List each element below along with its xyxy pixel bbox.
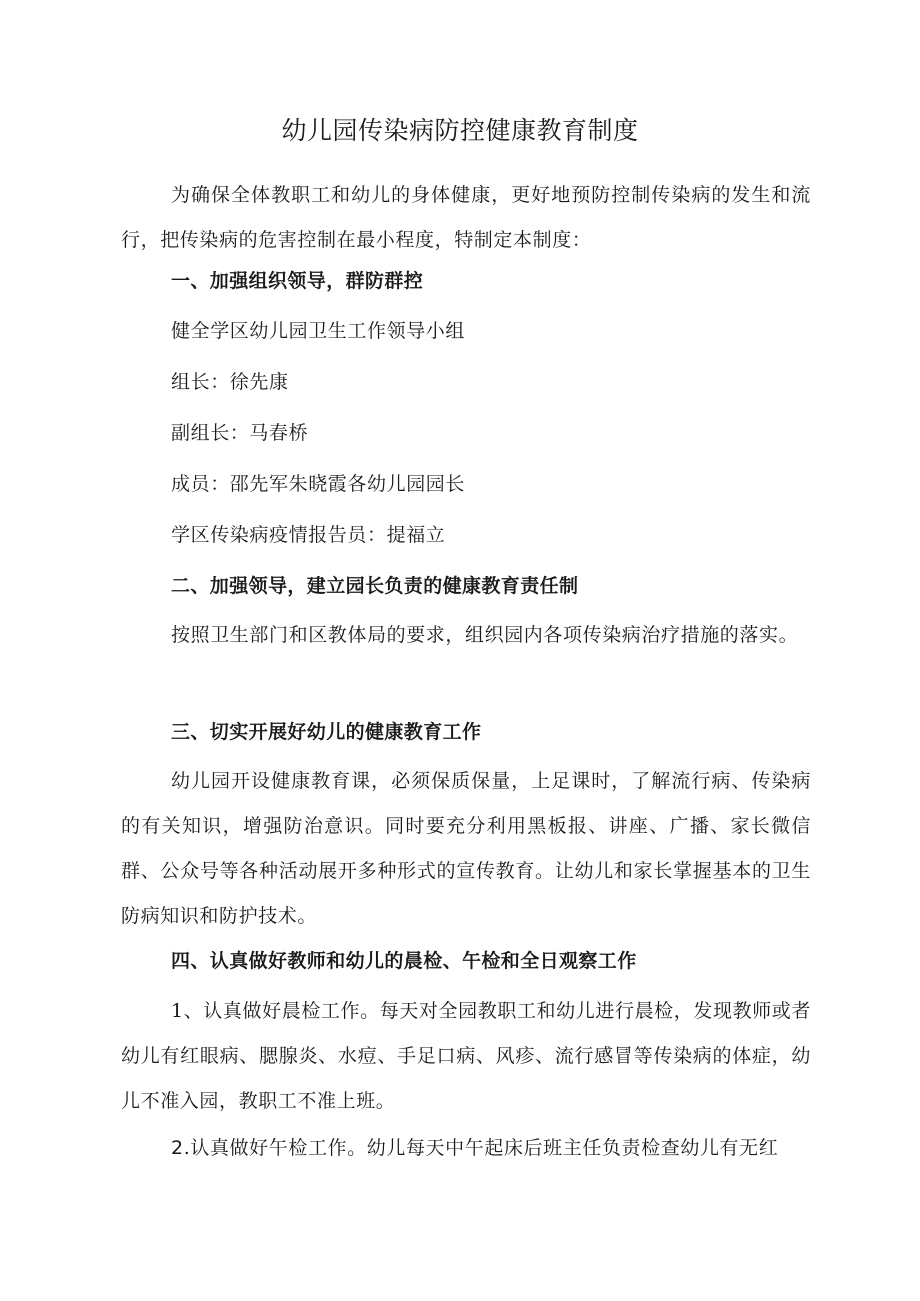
section-1-heading: 一、加强组织领导，群防群控 [171,270,424,292]
deputy-leader-line: 副组长：马春桥 [171,422,309,444]
group-leader-line: 组长：徐先康 [171,371,289,393]
document-title: 幼儿园传染病防控健康教育制度 [281,116,639,145]
intro-paragraph: 为确保全体教职工和幼儿的身体健康，更好地预防控制传染病的发生和流行，把传染病的危害控制在最小程度，特制定本制度： [121,184,811,251]
section-4-item-1: 1、认真做好晨检工作。每天对全园教职工和幼儿进行晨检，发现教师或者幼儿有红眼病、腮腺炎、水痘、手足口病、风疹、流行感冒等传染病的体症，幼儿不准入园，教职工不准上班。 [121,1000,811,1112]
section-4-item-2 [121,1126,811,1171]
section-3-heading: 三、切实开展好幼儿的健康教育工作 [171,721,482,743]
item-2-number: 2 [171,1137,184,1159]
section-2-body: 按照卫生部门和区教体局的要求，组织园内各项传染病治疗措施的落实。 [171,624,799,646]
item-2-text: .认真做好午检工作。幼儿每天中午起床后班主任负责检查幼儿有无红 [183,1137,779,1159]
section-2-heading: 二、加强领导，建立园长负责的健康教育责任制 [171,575,579,597]
section-3-body: 幼儿园开设健康教育课，必须保质保量，上足课时，了解流行病、传染病的有关知识，增强防治意识。同时要充分利用黑板报、讲座、广播、家长微信群、公众号等各种活动展开多种形式的宣传教育。让幼儿和家长掌握基本的卫生防病知识和防护技术。 [121,770,811,927]
section-4-heading: 四、认真做好教师和幼儿的晨检、午检和全日观察工作 [171,950,637,972]
members-line: 成员：邵先军朱晓霞各幼儿园园长 [171,473,466,495]
reporter-line: 学区传染病疫情报告员：提福立 [171,524,446,546]
leadership-group-line: 健全学区幼儿园卫生工作领导小组 [171,320,466,342]
